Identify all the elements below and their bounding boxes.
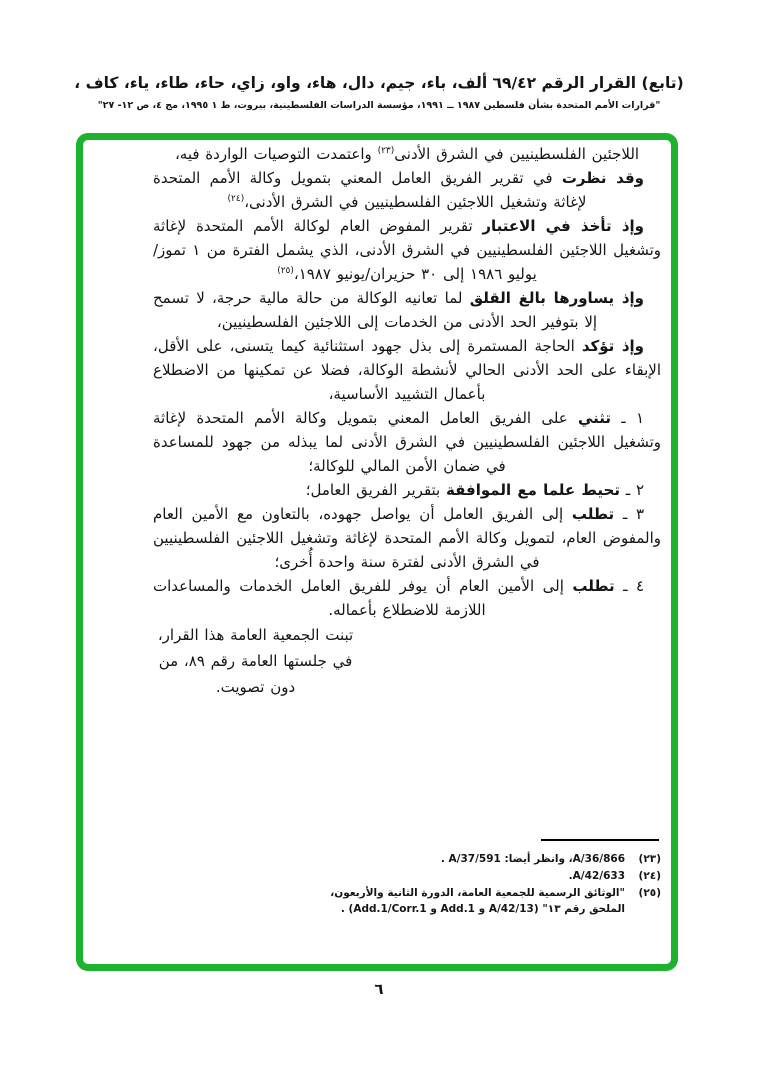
- body-paragraph: ١ ـ تثني على الفريق العامل المعني بتمويل وكالة الأمم المتحدة لإغاثة وتشغيل اللاجئين الفلسطينيين في الشرق الأدنى لما يبذله من جهود للمساعدة في ضمان الأمن المالي للوكالة؛: [153, 409, 661, 475]
- footnote-marker: (٢٥): [638, 887, 661, 899]
- footnote-area: [153, 839, 661, 918]
- footnote-reference: (٢٥): [277, 266, 294, 276]
- body-paragraph: وقد نظرت في تقرير الفريق العامل المعني بتمويل وكالة الأمم المتحدة لإغاثة وتشغيل اللاجئين الفلسطينيين في الشرق الأدنى،$^{(٢٤)}$: [153, 169, 644, 211]
- footnote-marker: (٢٣): [638, 853, 661, 865]
- page-number: ٦: [374, 980, 384, 998]
- body-paragraph: تبنت الجمعية العامة هذا القرار، في جلستها العامة رقم ٨٩، من دون تصويت.: [157, 626, 354, 696]
- source-citation: "قرارات الأمم المتحدة بشأن فلسطين ١٩٨٧ ــ ١٩٩١، مؤسسة الدراسات الفلسطينية، بيروت، ط ١ ١٩٩٥، مج ٤، ص ١٢- ٢٧": [97, 100, 661, 111]
- footnote-text: A/42/633.: [568, 870, 625, 882]
- body-paragraph: وإذ تأخذ في الاعتبار تقرير المفوض العام لوكالة الأمم المتحدة لإغاثة وتشغيل اللاجئين الفلسطينيين في الشرق الأدنى، الذي يشمل الفترة من ١ تموز/يوليو ١٩٨٦ إلى ٣٠ حزيران/يونيو ١٩٨٧،$^{(٢٥)}$: [153, 217, 661, 283]
- footnotes: [313, 851, 661, 917]
- highlight-box: [76, 133, 678, 971]
- resolution-title: (تابع) القرار الرقم ٦٩/٤٢ ألف، باء، جيم، دال، هاء، واو، زاي، حاء، طاء، ياء، كاف ،: [74, 74, 684, 92]
- footnote: [313, 851, 661, 867]
- footnote-text: "الوثائق الرسمية للجمعية العامة، الدورة الثانية والأربعون، الملحق رقم ١٣" (A/42/13 و Add.1 و Add.1/Corr.1) .: [330, 887, 625, 915]
- footnote-separator: [541, 839, 659, 841]
- footnote: [313, 868, 661, 884]
- footnote-reference: (٢٤): [227, 194, 245, 204]
- body-paragraph: اللاجئين الفلسطينيين في الشرق الأدنى$^{(٢٣)}$ واعتمدت التوصيات الواردة فيه،: [174, 145, 640, 163]
- body-paragraph: وإذ يساورها بالغ القلق لما تعانيه الوكالة من حالة مالية حرجة، لا تسمح إلا بتوفير الحد الأدنى من الخدمات إلى اللاجئين الفلسطينيين،: [153, 289, 644, 331]
- footnote: [313, 885, 661, 917]
- page-header: [50, 72, 708, 112]
- body-paragraph: ٢ ـ تحيط علما مع الموافقة بتقرير الفريق العامل؛: [305, 481, 644, 499]
- footnote-marker: (٢٤): [638, 870, 661, 882]
- body-paragraph: ٣ ـ تطلب إلى الفريق العامل أن يواصل جهوده، بالتعاون مع الأمين العام والمفوض العام، لتمويل وكالة الأمم المتحدة لإغاثة وتشغيل اللاجئين الفلسطينيين في الشرق الأدنى لفترة سنة واحدة أُخرى؛: [153, 505, 661, 571]
- footnote-text: A/36/866، وانظر أيضا: A/37/591 .: [440, 853, 625, 865]
- body-paragraphs: [153, 142, 661, 700]
- footnote-reference: (٢٣): [377, 146, 395, 156]
- body-paragraph: وإذ تؤكد الحاجة المستمرة إلى بذل جهود استثنائية كيما يتسنى، على الأقل، الإبقاء على الحد الأدنى الحالي لأنشطة الوكالة، فضلا عن تمكينها من الاضطلاع بأعمال التشييد الأساسية،: [153, 337, 661, 403]
- body-paragraph: ٤ ـ تطلب إلى الأمين العام أن يوفر للفريق العامل الخدمات والمساعدات اللازمة للاضطلاع بأعماله.: [153, 577, 644, 619]
